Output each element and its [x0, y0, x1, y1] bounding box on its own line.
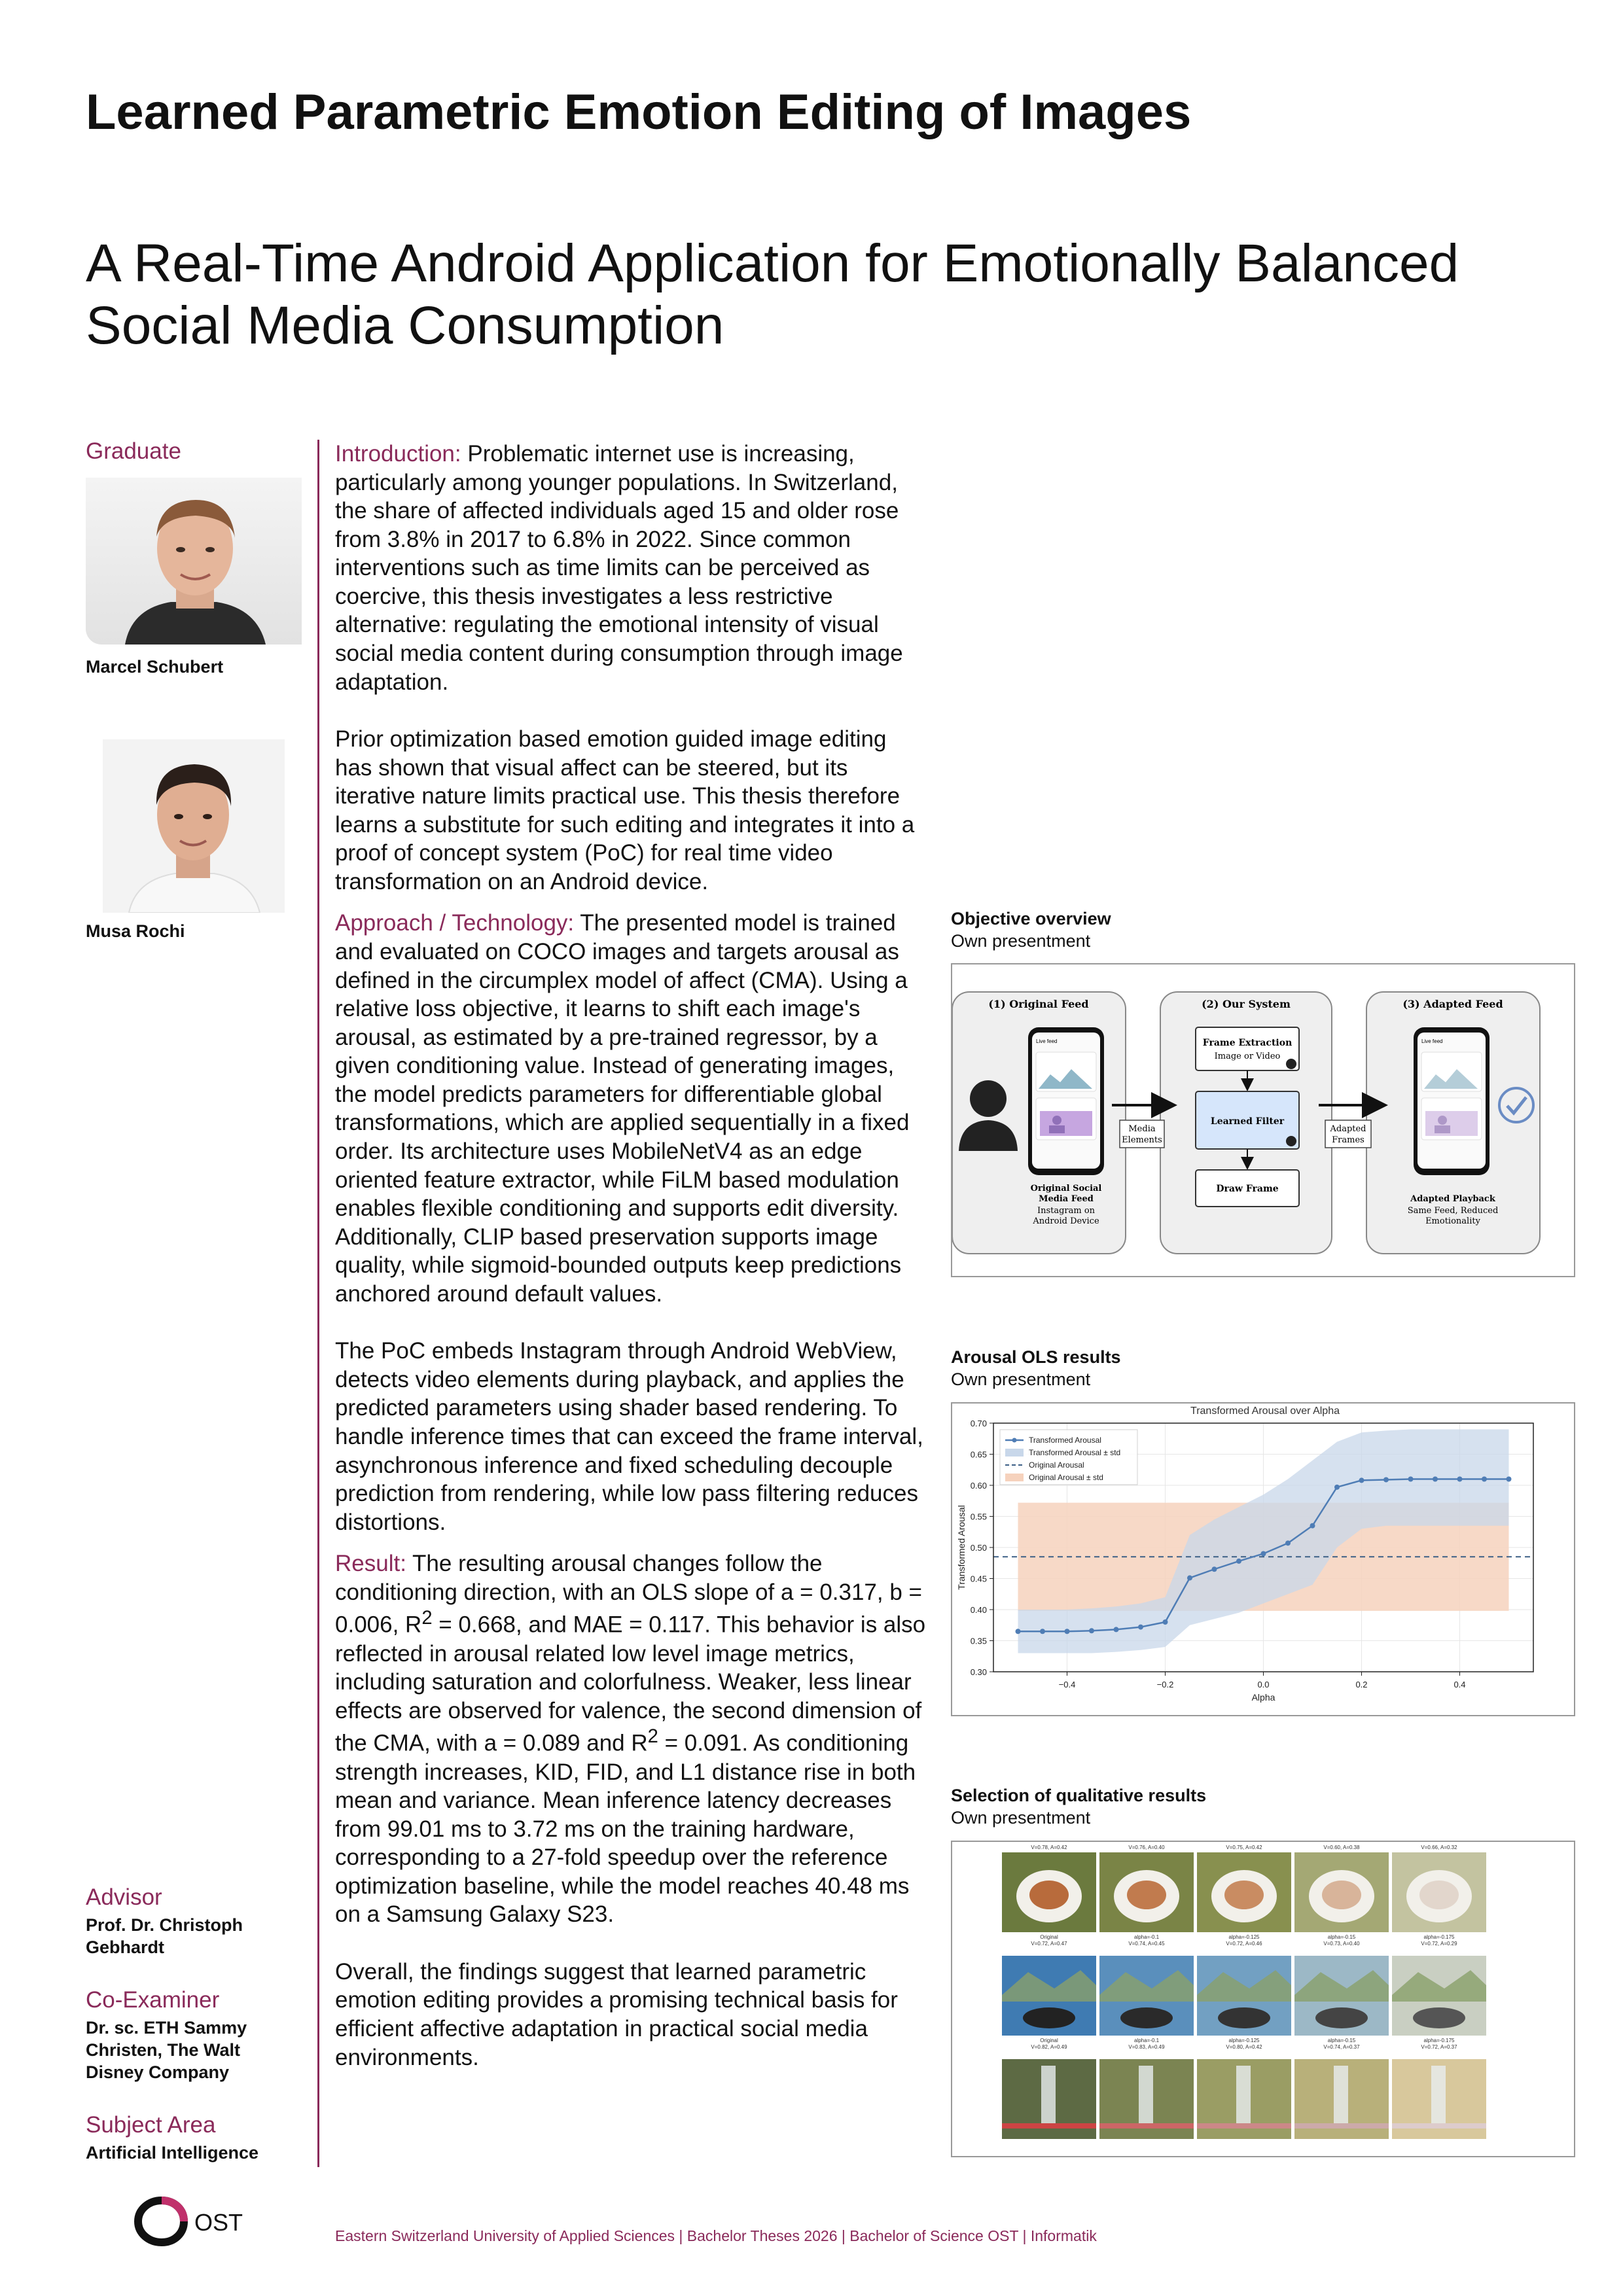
data-point: [1285, 1540, 1291, 1545]
legend-swatch: [1012, 1438, 1017, 1443]
playback-caption-3: Emotionality: [1425, 1216, 1480, 1226]
waterfall-shape: [1334, 2066, 1348, 2125]
waterfall-shape: [1431, 2066, 1446, 2125]
intro-paragraph: [335, 440, 927, 696]
approach-paragraph-2: The PoC embeds Instagram through Android WebView, detects video elements during playback, and applies the predicted parameters using shader based rendering. To handle inference times that can exceed the frame interval, asynchronous inference and fixed scheduling decouple prediction from rendering, while low pass filtering reduces distortions.: [335, 1338, 923, 1535]
y-tick-label: 0.45: [970, 1574, 987, 1584]
page-subtitle: A Real-Time Android Application for Emotionally Balanced Social Media Consumption: [86, 234, 1459, 356]
food-shape: [1127, 1881, 1166, 1909]
data-point: [1065, 1629, 1070, 1634]
food-shape: [1224, 1881, 1264, 1909]
legend-entry: Original Arousal: [1029, 1460, 1084, 1470]
objective-overview-diagram: [951, 963, 1575, 1277]
legend-swatch: [1005, 1474, 1024, 1481]
page-title: Learned Parametric Emotion Editing of Images: [86, 84, 1192, 140]
data-point: [1138, 1625, 1143, 1630]
advisor-name: [86, 1914, 243, 1958]
ost-logo: [134, 2195, 252, 2251]
phone-header-text: Live feed: [1421, 1038, 1443, 1044]
railing-shape: [1002, 2123, 1096, 2128]
draw-frame-label: Draw Frame: [1216, 1184, 1279, 1194]
approach-paragraph: [335, 909, 927, 1308]
food-shape: [1029, 1881, 1069, 1909]
adapted-frames-2: Frames: [1332, 1135, 1364, 1145]
data-point: [1016, 1629, 1021, 1634]
motorbike-shape: [1023, 2007, 1075, 2028]
image-label: V=0.66, A=0.32: [1421, 1845, 1457, 1850]
approach-text: The presented model is trained and evaluated on COCO images and targets arousal as defined in the circumplex model of affect (CMA). Using a relative loss objective, it learns to shift each image's arousal, as estimated by a pre-trained regressor, by a given conditioning value. Instead of generating images, the model predicts parameters for differentiable global transformations, which are applied sequentially in a fixed order. Its architecture uses MobileNetV4 as an edge oriented feature extractor, while FiLM based modulation enables flexible conditioning and supports edit diversity. Additionally, CLIP based preservation supports image quality, while sigmoid-bounded outputs keep predictions anchored around default values.: [335, 910, 910, 1307]
image-label: alpha=-0.15: [1327, 1934, 1356, 1940]
image-label: V=0.74, A=0.45: [1128, 1941, 1165, 1947]
railing-shape: [1392, 2123, 1486, 2128]
data-point: [1408, 1477, 1414, 1482]
figure-1-subtitle: Own presentment: [951, 931, 1091, 951]
x-tick-label: −0.2: [1156, 1680, 1174, 1689]
media-elements-1: Media: [1128, 1124, 1156, 1134]
food-shape: [1419, 1881, 1459, 1909]
y-tick-label: 0.65: [970, 1449, 987, 1460]
data-point: [1236, 1559, 1241, 1564]
frame-extraction-box: [1196, 1027, 1299, 1070]
graduate-2-photo: [103, 739, 285, 913]
legend-swatch: [1005, 1449, 1024, 1457]
advisor-line-2: Gebhardt: [86, 1937, 165, 1958]
image-label: V=0.72, A=0.29: [1421, 1941, 1457, 1947]
coexaminer-label: Co-Examiner: [86, 1987, 220, 2013]
image-label: V=0.60, A=0.38: [1323, 1845, 1360, 1850]
sidebar-divider: [317, 440, 319, 2167]
data-point: [1310, 1523, 1315, 1528]
y-tick-label: 0.60: [970, 1481, 987, 1491]
motorbike-shape: [1413, 2007, 1465, 2028]
feed-caption-2: Media Feed: [1039, 1194, 1094, 1204]
emoji-icon: [1286, 1136, 1296, 1146]
x-tick-label: 0.2: [1355, 1680, 1368, 1689]
figure-1-title: Objective overview: [951, 909, 1111, 928]
image-label: V=0.76, A=0.40: [1128, 1845, 1165, 1850]
waterfall-shape: [1139, 2066, 1153, 2125]
image-label: V=0.82, A=0.49: [1031, 2044, 1067, 2050]
graduate-label: Graduate: [86, 438, 181, 464]
footer-text: Eastern Switzerland University of Applied Sciences | Bachelor Theses 2026 | Bachelor of Science OST | Informatik: [335, 2227, 1097, 2244]
y-tick-label: 0.55: [970, 1511, 987, 1522]
legend-entry: Transformed Arousal: [1029, 1436, 1101, 1445]
image-label: alpha=-0.15: [1327, 2038, 1356, 2043]
superscript-2: 2: [647, 1726, 658, 1748]
playback-caption-1: Adapted Playback: [1410, 1194, 1495, 1204]
image-label: V=0.72, A=0.46: [1226, 1941, 1262, 1947]
panel-3-title: (3) Adapted Feed: [1402, 998, 1503, 1010]
frame-extraction-label: Frame Extraction: [1202, 1038, 1293, 1048]
legend-entry: Transformed Arousal ± std: [1029, 1448, 1121, 1457]
y-tick-label: 0.50: [970, 1543, 987, 1553]
image-label: alpha=-0.175: [1423, 2038, 1455, 2043]
image-label: V=0.83, A=0.49: [1128, 2044, 1165, 2050]
image-label: V=0.72, A=0.47: [1031, 1941, 1067, 1947]
conclusion-paragraph: Overall, the findings suggest that learned parametric emotion editing provides a promising technical basis for efficient affective adaptation in practical social media environments.: [335, 1958, 898, 2070]
image-label: Original: [1040, 1934, 1058, 1940]
result-heading: Result:: [335, 1551, 406, 1577]
coexaminer-line-1: Dr. sc. ETH Sammy: [86, 2018, 247, 2038]
image-label: V=0.74, A=0.37: [1323, 2044, 1360, 2050]
main-text: [335, 440, 927, 2072]
data-point: [1040, 1629, 1045, 1634]
panel-2-title: (2) Our System: [1202, 998, 1291, 1010]
result-text-a: The resulting arousal changes follow the conditioning direction, with an OLS slope of a = 0.317, b = 0.006, R: [335, 1551, 922, 1638]
motorbike-shape: [1120, 2007, 1173, 2028]
legend-entry: Original Arousal ± std: [1029, 1473, 1103, 1482]
feed-caption-1: Original Social: [1030, 1184, 1102, 1193]
data-point: [1457, 1477, 1463, 1482]
data-point: [1482, 1477, 1487, 1482]
superscript-2: 2: [421, 1608, 433, 1629]
x-tick-label: 0.4: [1454, 1680, 1466, 1689]
approach-heading: Approach / Technology:: [335, 910, 575, 936]
phone-adapted-icon: [1414, 1027, 1489, 1175]
waterfall-shape: [1041, 2066, 1056, 2125]
y-tick-label: 0.30: [970, 1667, 987, 1677]
feed-caption-3: Instagram on: [1037, 1206, 1096, 1216]
x-axis-label: Alpha: [1251, 1692, 1275, 1703]
phone-header-text: Live feed: [1036, 1038, 1058, 1044]
data-point: [1114, 1627, 1119, 1632]
figure-3-title: Selection of qualitative results: [951, 1786, 1207, 1805]
result-text-c: = 0.091. As conditioning strength increases, KID, FID, and L1 distance rise in both mean and variance. Mean inference latency decreases from 99.01 ms to 3.72 ms on the training hardware, corresponding to a 27-fold speedup over the reference optimization baseline, while the model reaches 40.48 ms on a Samsung Galaxy S23.: [335, 1730, 916, 1928]
motorbike-shape: [1218, 2007, 1270, 2028]
data-point: [1507, 1477, 1512, 1482]
graduate-1-photo: [86, 478, 302, 645]
y-axis-label: Transformed Arousal: [956, 1505, 967, 1590]
figure-2-title: Arousal OLS results: [951, 1347, 1121, 1367]
learned-filter-label: Learned Filter: [1210, 1116, 1285, 1127]
emoji-icon: [1286, 1059, 1296, 1069]
graduate-1-name: Marcel Schubert: [86, 657, 224, 677]
motorbike-shape: [1315, 2007, 1368, 2028]
railing-shape: [1197, 2123, 1291, 2128]
data-point: [1334, 1485, 1340, 1490]
x-tick-label: −0.4: [1058, 1680, 1076, 1689]
data-point: [1261, 1551, 1266, 1557]
feed-caption-4: Android Device: [1033, 1216, 1099, 1226]
graduate-2-name: Musa Rochi: [86, 921, 185, 941]
qualitative-results: [951, 1841, 1575, 2157]
media-elements-2: Elements: [1122, 1135, 1162, 1145]
image-label: alpha=-0.175: [1423, 1934, 1455, 1940]
advisor-label: Advisor: [86, 1884, 162, 1910]
portrait-image: [103, 739, 285, 913]
subject-label: Subject Area: [86, 2112, 216, 2138]
playback-caption-2: Same Feed, Reduced: [1407, 1206, 1499, 1216]
food-shape: [1322, 1881, 1361, 1909]
intro-heading: Introduction:: [335, 441, 461, 467]
railing-shape: [1099, 2123, 1194, 2128]
image-label: alpha=-0.1: [1133, 2038, 1160, 2043]
chart-title: Transformed Arousal over Alpha: [1190, 1405, 1340, 1417]
x-tick-label: 0.0: [1257, 1680, 1270, 1689]
data-point: [1089, 1628, 1094, 1633]
figure-3-subtitle: Own presentment: [951, 1808, 1091, 1828]
subject-value: Artificial Intelligence: [86, 2143, 259, 2163]
image-label: V=0.80, A=0.42: [1226, 2044, 1262, 2050]
coexaminer-line-3: Disney Company: [86, 2062, 230, 2083]
intro-text: Problematic internet use is increasing, particularly among younger populations. In Switzerland, the share of affected individuals aged 15 and older rose from 3.8% in 2017 to 6.8% in 2022. Since common interventions such as time limits can be perceived as coercive, this thesis investigates a less restrictive alternative: regulating the emotional intensity of visual social media content during consumption through image adaptation.: [335, 441, 903, 695]
data-point: [1212, 1566, 1217, 1572]
y-tick-label: 0.35: [970, 1636, 987, 1646]
image-label: alpha=-0.125: [1228, 2038, 1260, 2043]
image-label: Original: [1040, 2038, 1058, 2043]
data-point: [1187, 1576, 1192, 1581]
image-label: alpha=-0.1: [1133, 1934, 1160, 1940]
figure-2-subtitle: Own presentment: [951, 1369, 1091, 1389]
image-label: V=0.75, A=0.42: [1226, 1845, 1262, 1850]
intro-paragraph-2: Prior optimization based emotion guided image editing has shown that visual affect can be steered, but its iterative nature limits practical use. This thesis therefore learns a substitute for such editing and integrates it into a proof of concept system (PoC) for real time video transformation on an Android device.: [335, 726, 915, 894]
portrait-image: [86, 478, 302, 645]
y-tick-label: 0.70: [970, 1419, 987, 1428]
adapted-frames-1: Adapted: [1330, 1124, 1366, 1134]
image-label: alpha=-0.125: [1228, 1934, 1260, 1940]
data-point: [1433, 1477, 1438, 1482]
image-label: V=0.73, A=0.40: [1323, 1941, 1360, 1947]
result-text-b: = 0.668, and MAE = 0.117. This behavior is also reflected in arousal related low level image metrics, including saturation and colorfulness. Weaker, less linear effects are observed for valence, the second dimension of the CMA, with a = 0.089 and R: [335, 1612, 926, 1756]
data-point: [1359, 1477, 1364, 1483]
frame-extraction-sub: Image or Video: [1214, 1051, 1281, 1061]
data-point: [1163, 1619, 1168, 1625]
waterfall-shape: [1236, 2066, 1251, 2125]
data-point: [1383, 1477, 1389, 1482]
result-paragraph: [335, 1549, 927, 1929]
image-label: V=0.72, A=0.37: [1421, 2044, 1457, 2050]
coexaminer-line-2: Christen, The Walt: [86, 2040, 241, 2060]
y-tick-label: 0.40: [970, 1605, 987, 1615]
railing-shape: [1294, 2123, 1389, 2128]
phone-original-icon: [1028, 1027, 1104, 1175]
arousal-chart: [951, 1402, 1575, 1716]
panel-1-title: (1) Original Feed: [988, 998, 1089, 1010]
coexaminer-name: [86, 2017, 247, 2083]
logo-text: OST: [194, 2209, 243, 2236]
advisor-line-1: Prof. Dr. Christoph: [86, 1915, 243, 1935]
image-label: V=0.78, A=0.42: [1031, 1845, 1067, 1850]
